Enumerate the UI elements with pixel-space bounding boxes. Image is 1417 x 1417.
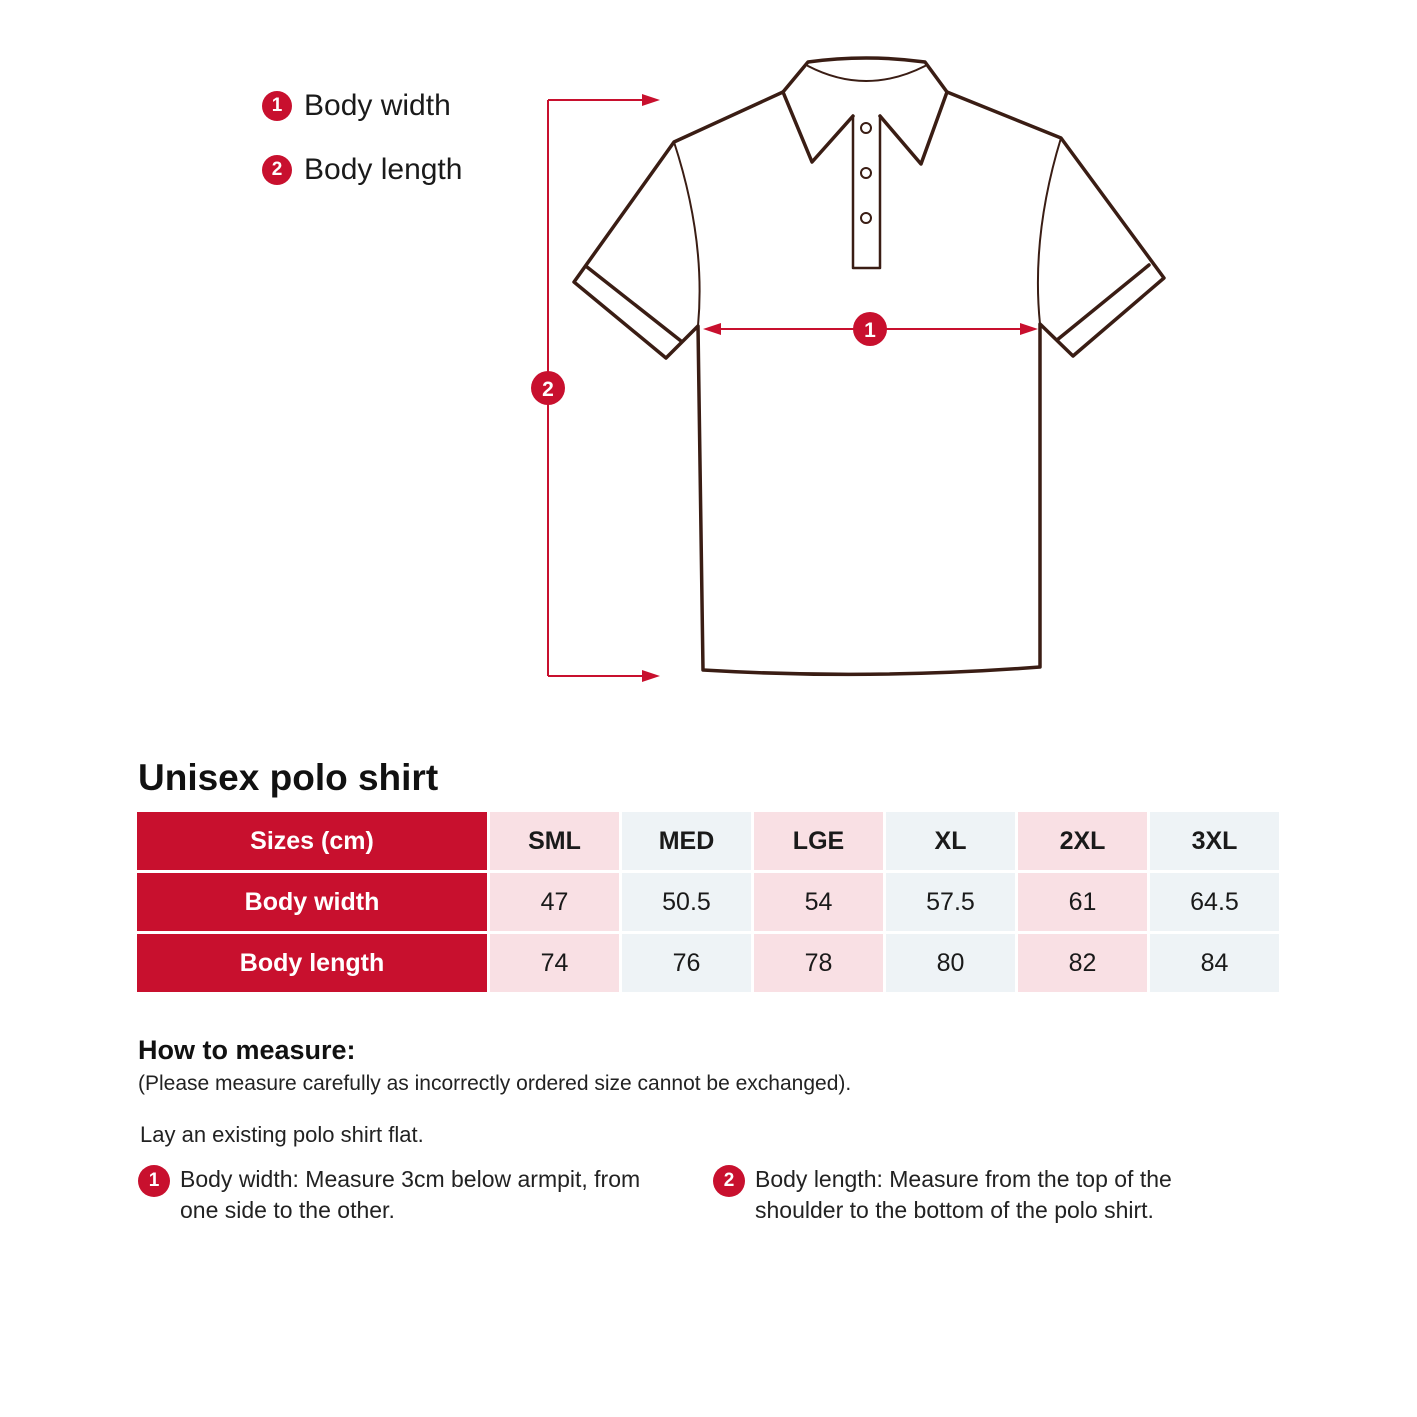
size-lge: LGE — [754, 812, 883, 870]
step-text: Body width: Measure 3cm below armpit, from one side to the other. — [180, 1166, 641, 1223]
size-xl: XL — [886, 812, 1015, 870]
marker-1-number: 1 — [864, 319, 876, 342]
button-icon — [861, 213, 871, 223]
table-cell: 57.5 — [886, 873, 1015, 931]
size-sml: SML — [490, 812, 619, 870]
size-table — [134, 809, 1282, 995]
table-row-body-length — [137, 934, 1279, 992]
number-badge: 1 — [138, 1165, 170, 1197]
table-cell: 74 — [490, 934, 619, 992]
row-label: Body length — [137, 934, 487, 992]
size-3xl: 3XL — [1150, 812, 1279, 870]
arrowhead-icon — [642, 670, 660, 682]
arrowhead-icon — [1020, 323, 1038, 335]
table-cell: 78 — [754, 934, 883, 992]
row-label: Body width — [137, 873, 487, 931]
arrowhead-icon — [642, 94, 660, 106]
how-to-measure-section — [138, 1035, 1288, 1226]
table-header-row — [137, 812, 1279, 870]
number-badge: 2 — [262, 155, 292, 185]
size-table-title: Unisex polo shirt — [138, 757, 439, 798]
table-cell: 80 — [886, 934, 1015, 992]
table-cell: 84 — [1150, 934, 1279, 992]
button-icon — [861, 123, 871, 133]
header-label: Sizes (cm) — [137, 812, 487, 870]
measure-intro: Lay an existing polo shirt flat. — [140, 1122, 424, 1147]
button-icons — [861, 123, 871, 223]
how-to-measure-title: How to measure: — [138, 1035, 356, 1065]
size-2xl: 2XL — [1018, 812, 1147, 870]
measure-steps — [138, 1164, 1288, 1226]
step-text: Body length: Measure from the top of the shoulder to the bottom of the polo shirt. — [755, 1166, 1172, 1223]
table-cell: 76 — [622, 934, 751, 992]
number-badge: 2 — [713, 1165, 745, 1197]
arrowhead-icon — [703, 323, 721, 335]
polo-shirt-outline — [574, 58, 1164, 674]
step-body-length — [713, 1164, 1288, 1226]
step-body-width — [138, 1164, 713, 1226]
table-row-body-width — [137, 873, 1279, 931]
legend-label: Body width — [304, 89, 451, 122]
table-cell: 64.5 — [1150, 873, 1279, 931]
table-cell: 54 — [754, 873, 883, 931]
marker-2-number: 2 — [542, 378, 554, 401]
table-cell: 61 — [1018, 873, 1147, 931]
table-cell: 82 — [1018, 934, 1147, 992]
legend-label: Body length — [304, 153, 463, 186]
button-icon — [861, 168, 871, 178]
table-cell: 50.5 — [622, 873, 751, 931]
size-med: MED — [622, 812, 751, 870]
table-cell: 47 — [490, 873, 619, 931]
exchange-warning-note: (Please measure carefully as incorrectly ordered size cannot be exchanged). — [138, 1072, 852, 1095]
number-badge: 1 — [262, 91, 292, 121]
